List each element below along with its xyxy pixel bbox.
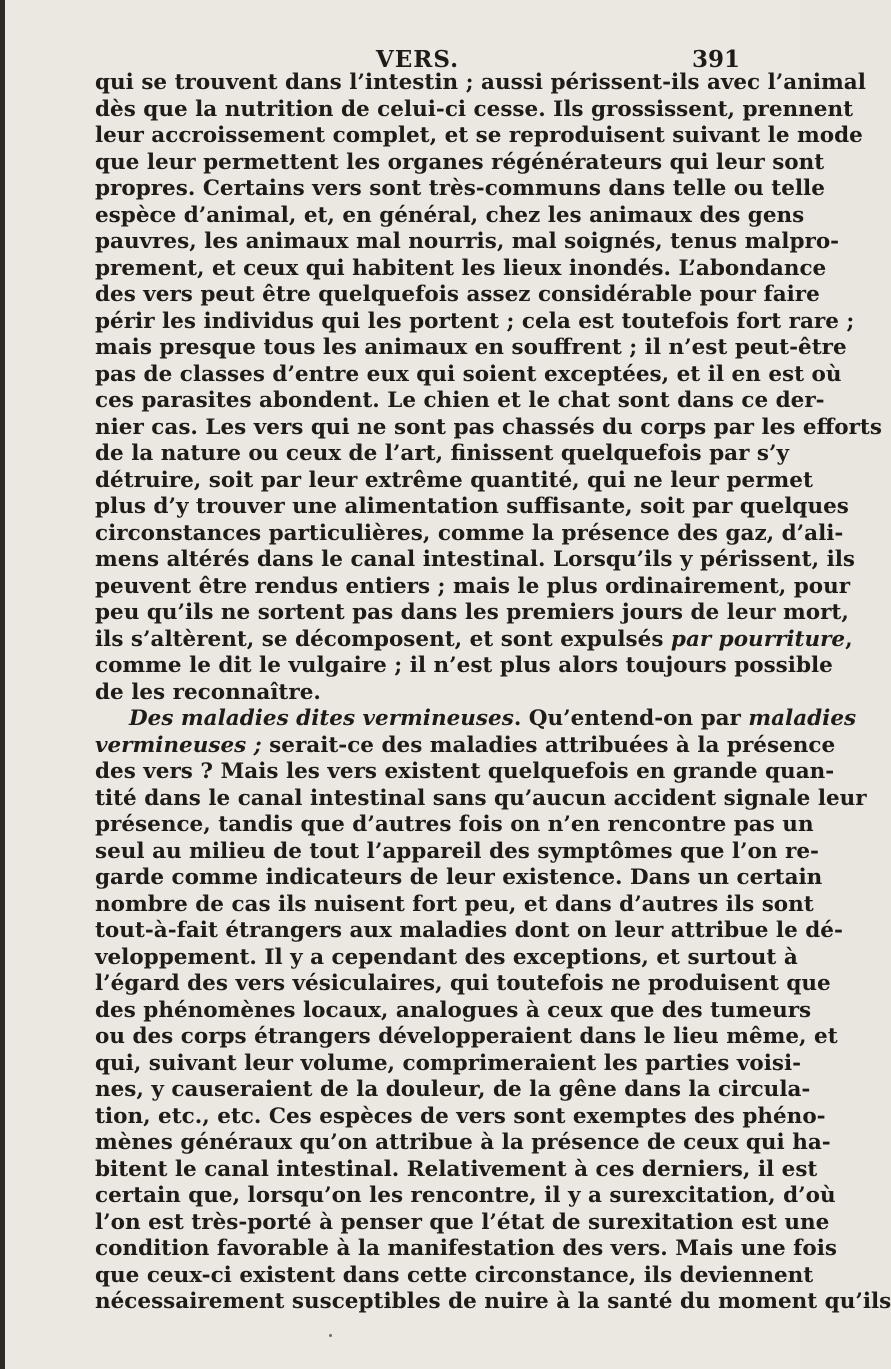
- text-line: bitent le canal intestinal. Relativement à ces derniers, il est: [95, 1156, 818, 1182]
- text-line: l’on est très-porté à penser que l’état de surexitation est une: [95, 1209, 830, 1235]
- text-line: propres. Certains vers sont très-communs dans telle ou telle: [95, 176, 825, 201]
- text-line: tion, etc., etc. Ces espèces de vers sont exemptes des phéno-: [95, 1103, 826, 1129]
- text-line: mènes généraux qu’on attribue à la présence de ceux qui ha-: [95, 1130, 831, 1155]
- text-line: détruire, soit par leur extrême quantité, qui ne leur permet: [95, 467, 813, 493]
- text-segment: ils s’altèrent, se décomposent, et sont expulsés: [95, 626, 671, 652]
- text-line: leur accroissement complet, et se reproduisent suivant le mode: [95, 123, 863, 148]
- text-line: qui, suivant leur volume, comprimeraient les parties voisi-: [95, 1050, 802, 1076]
- text-segment: serait-ce des maladies attribuées à la présence: [261, 732, 836, 758]
- text-line: nombre de cas ils nuisent fort peu, et dans d’autres ils sont: [95, 891, 814, 917]
- section-heading: Des maladies dites vermineuses: [129, 706, 514, 731]
- body-text: [95, 70, 891, 1316]
- text-line: dès que la nutrition de celui-ci cesse. Ils grossissent, prennent: [95, 96, 854, 122]
- text-line: ou des corps étrangers développeraient dans le lieu même, et: [95, 1024, 838, 1049]
- text-line: que leur permettent les organes régénérateurs qui leur sont: [95, 149, 825, 175]
- italic-term: vermineuses ;: [95, 732, 262, 758]
- text-line: que ceux-ci existent dans cette circonstance, ils deviennent: [95, 1262, 814, 1288]
- text-line: présence, tandis que d’autres fois on n’en rencontre pas un: [95, 812, 814, 837]
- text-line: circonstances particulières, comme la présence des gaz, d’ali-: [95, 520, 844, 546]
- text-line: seul au milieu de tout l’appareil des symptômes que l’on re-: [95, 838, 819, 864]
- text-line: garde comme indicateurs de leur existence. Dans un certain: [95, 865, 823, 890]
- text-line: certain que, lorsqu’on les rencontre, il y a surexcitation, d’où: [95, 1183, 836, 1208]
- text-line: tout-à-fait étrangers aux maladies dont on leur attribue le dé-: [95, 918, 843, 943]
- text-line: prement, et ceux qui habitent les lieux inondés. L’abondance: [95, 255, 827, 281]
- text-line: peu qu’ils ne sortent pas dans les premiers jours de leur mort,: [95, 600, 849, 625]
- text-line: condition favorable à la manifestation des vers. Mais une fois: [95, 1236, 838, 1261]
- text-line: nécessairement susceptibles de nuire à la santé du moment qu’ils: [95, 1289, 891, 1314]
- italic-term: par pourriture: [670, 626, 846, 652]
- text-line: comme le dit le vulgaire ; il n’est plus alors toujours possible: [95, 653, 833, 678]
- text-line: pas de classes d’entre eux qui soient exceptées, et il en est où: [95, 361, 842, 387]
- text-line: espèce d’animal, et, en général, chez les animaux des gens: [95, 202, 805, 228]
- text-segment: ,: [845, 626, 853, 652]
- page-number: 391: [691, 46, 740, 73]
- text-line: mens altérés dans le canal intestinal. Lorsqu’ils y périssent, ils: [95, 547, 856, 572]
- text-line: veloppement. Il y a cependant des exceptions, et surtout à: [95, 944, 798, 970]
- text-line: plus d’y trouver une alimentation suffisante, soit par quelques: [95, 494, 849, 519]
- text-line: pauvres, les animaux mal nourris, mal soignés, tenus malpro-: [95, 229, 840, 254]
- paragraph-end-line: de les reconnaître.: [95, 679, 321, 705]
- text-line: des phénomènes locaux, analogues à ceux que des tumeurs: [95, 997, 812, 1023]
- italic-term: maladies: [748, 706, 857, 731]
- text-line: des vers ? Mais les vers existent quelquefois en grande quan-: [95, 759, 835, 784]
- text-line: peuvent être rendus entiers ; mais le plus ordinairement, pour: [95, 573, 851, 599]
- text-line: [95, 626, 853, 654]
- binding-edge: [0, 0, 5, 1369]
- text-line: qui se trouvent dans l’intestin ; aussi périssent-ils avec l’animal: [95, 70, 866, 95]
- text-line: [95, 732, 836, 760]
- text-line: l’égard des vers vésiculaires, qui toutefois ne produisent que: [95, 971, 831, 996]
- running-head: VERS.: [375, 46, 460, 73]
- text-line: nier cas. Les vers qui ne sont pas chassés du corps par les efforts: [95, 414, 882, 440]
- section-heading-line: [95, 706, 857, 733]
- text-line: mais presque tous les animaux en souffrent ; il n’est peut-être: [95, 335, 847, 360]
- text-line: nes, y causeraient de la douleur, de la gêne dans la circula-: [95, 1077, 811, 1102]
- text-line: de la nature ou ceux de l’art, finissent quelquefois par s’y: [95, 441, 789, 466]
- text-segment: . Qu’entend-on par: [513, 706, 749, 731]
- text-line: des vers peut être quelquefois assez considérable pour faire: [95, 282, 820, 307]
- text-line: périr les individus qui les portent ; cela est toutefois fort rare ;: [95, 308, 855, 334]
- text-line: tité dans le canal intestinal sans qu’aucun accident signale leur: [95, 785, 867, 811]
- text-line: ces parasites abondent. Le chien et le chat sont dans ce der-: [95, 388, 825, 413]
- ink-speck: [329, 1334, 332, 1337]
